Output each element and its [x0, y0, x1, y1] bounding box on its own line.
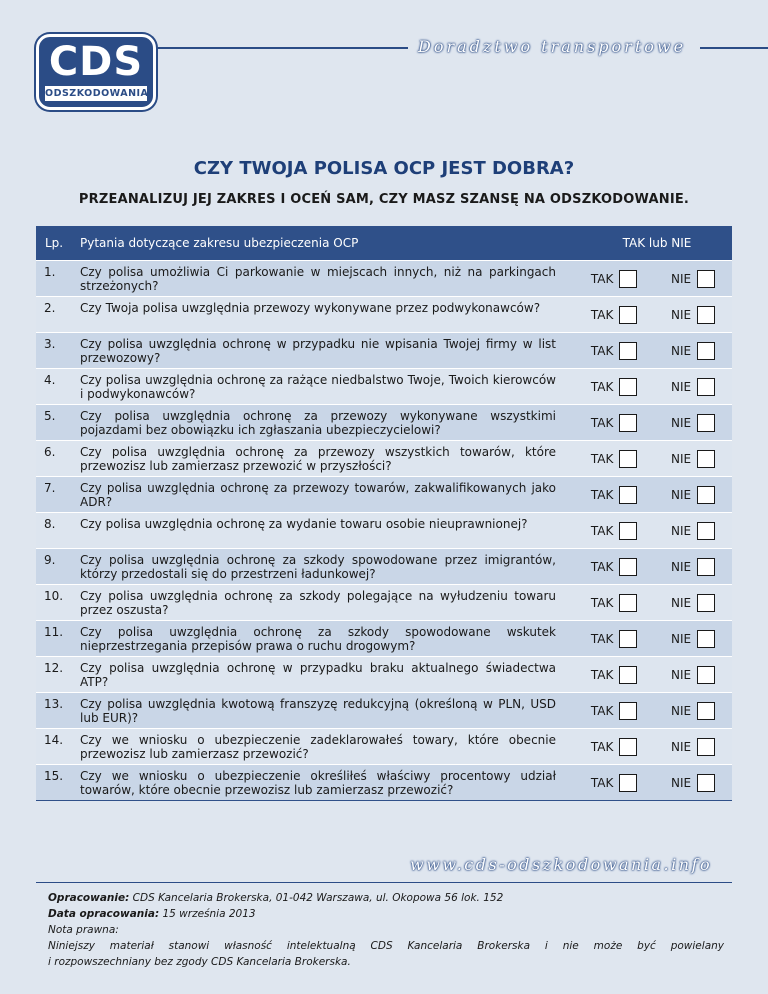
- table-row: [36, 656, 732, 692]
- row-answer: [566, 549, 732, 584]
- cds-logo: [36, 34, 156, 110]
- header-divider-left: [158, 47, 408, 49]
- yes-checkbox[interactable]: [619, 630, 637, 648]
- yes-label: TAK: [590, 631, 614, 646]
- row-answer: [566, 657, 732, 692]
- no-label: NIE: [671, 379, 692, 394]
- row-answer: [566, 441, 732, 476]
- yes-label: TAK: [590, 559, 614, 574]
- yes-label: TAK: [590, 775, 614, 790]
- no-checkbox[interactable]: [697, 378, 715, 396]
- row-question: Czy polisa uwzględnia ochronę za szkody spowodowane wskutek nieprzestrzegania przepisów prawa o ruchu drogowym?: [80, 625, 556, 653]
- yes-checkbox[interactable]: [619, 342, 637, 360]
- no-checkbox[interactable]: [697, 414, 715, 432]
- no-checkbox[interactable]: [697, 450, 715, 468]
- yes-label: TAK: [590, 415, 614, 430]
- yes-checkbox[interactable]: [619, 270, 637, 288]
- header-lp: Lp.: [44, 236, 64, 250]
- table-row: [36, 296, 732, 332]
- row-answer: [566, 369, 732, 404]
- no-option: [671, 270, 715, 288]
- yes-checkbox[interactable]: [619, 306, 637, 324]
- yes-option: [591, 486, 637, 504]
- no-option: [671, 594, 715, 612]
- row-question: Czy polisa uwzględnia ochronę za przewozy wykonywane wszystkimi pojazdami bez obowiązku ich zgłaszania ubezpieczycielowi?: [80, 409, 556, 437]
- row-number: 15.: [44, 769, 64, 783]
- no-checkbox[interactable]: [697, 666, 715, 684]
- yes-label: TAK: [590, 487, 614, 502]
- table-row: [36, 764, 732, 800]
- no-checkbox[interactable]: [697, 342, 715, 360]
- no-option: [671, 666, 715, 684]
- yes-option: [591, 342, 637, 360]
- yes-option: [591, 522, 637, 540]
- row-question: Czy polisa uwzględnia kwotową franszyzę redukcyjną (określoną w PLN, USD lub EUR)?: [80, 697, 556, 725]
- row-question: Czy polisa uwzględnia ochronę za szkody spowodowane przez imigrantów, którzy przedostali się do przestrzeni ładunkowej?: [80, 553, 556, 581]
- no-option: [671, 774, 715, 792]
- row-question: Czy we wniosku o ubezpieczenie określiłeś właściwy procentowy udział towarów, które obecnie przewozisz lub zamierzasz przewozić?: [80, 769, 556, 797]
- yes-label: TAK: [590, 703, 614, 718]
- row-question: Czy polisa uwzględnia ochronę za szkody polegające na wyłudzeniu towaru przez oszusta?: [80, 589, 556, 617]
- yes-option: [591, 306, 637, 324]
- yes-option: [591, 414, 637, 432]
- table-header: [36, 226, 732, 260]
- row-number: 13.: [44, 697, 64, 711]
- no-option: [671, 450, 715, 468]
- row-question: Czy polisa uwzględnia ochronę w przypadku braku aktualnego świadectwa ATP?: [80, 661, 556, 689]
- yes-checkbox[interactable]: [619, 486, 637, 504]
- no-label: NIE: [671, 451, 692, 466]
- footer-legal-line1: Niniejszy materiał stanowi własność intelektualną CDS Kancelaria Brokerska i nie może być powielany: [48, 940, 724, 952]
- row-number: 2.: [44, 301, 56, 315]
- footer-date: [48, 906, 724, 922]
- row-question: Czy polisa uwzględnia ochronę za przewozy wszystkich towarów, które przewozisz lub zamierzasz przewozić w przyszłości?: [80, 445, 556, 473]
- table-row: [36, 548, 732, 584]
- yes-option: [591, 702, 637, 720]
- row-answer: [566, 585, 732, 620]
- logo-subtitle: ODSZKODOWANIA: [45, 88, 149, 99]
- no-label: NIE: [671, 307, 692, 322]
- no-option: [671, 306, 715, 324]
- row-answer: [566, 621, 732, 656]
- no-option: [671, 414, 715, 432]
- no-checkbox[interactable]: [697, 306, 715, 324]
- no-checkbox[interactable]: [697, 486, 715, 504]
- no-option: [671, 486, 715, 504]
- yes-label: TAK: [590, 595, 614, 610]
- no-label: NIE: [671, 343, 692, 358]
- no-label: NIE: [671, 667, 692, 682]
- yes-label: TAK: [590, 307, 614, 322]
- row-answer: [566, 765, 732, 800]
- row-number: 8.: [44, 517, 56, 531]
- no-label: NIE: [671, 559, 692, 574]
- no-label: NIE: [671, 631, 692, 646]
- row-number: 9.: [44, 553, 56, 567]
- no-option: [671, 558, 715, 576]
- footer-legal-line2: i rozpowszechniany bez zgody CDS Kancelaria Brokerska.: [48, 956, 351, 968]
- row-answer: [566, 297, 732, 332]
- yes-option: [591, 666, 637, 684]
- footer-date-label: Data opracowania:: [48, 908, 160, 920]
- row-answer: [566, 729, 732, 764]
- table-row: [36, 692, 732, 728]
- table-row: [36, 404, 732, 440]
- no-label: NIE: [671, 523, 692, 538]
- no-label: NIE: [671, 595, 692, 610]
- table-bottom-border: [36, 800, 732, 801]
- yes-option: [591, 738, 637, 756]
- row-question: Czy polisa uwzględnia ochronę za przewozy towarów, zakwalifikowanych jako ADR?: [80, 481, 556, 509]
- questions-table: [36, 226, 732, 801]
- row-question: Czy Twoja polisa uwzględnia przewozy wykonywane przez podwykonawców?: [80, 301, 541, 315]
- row-number: 5.: [44, 409, 56, 423]
- row-answer: [566, 477, 732, 512]
- tagline: Doradztwo transportowe: [418, 37, 687, 56]
- page-subtitle: PRZEANALIZUJ JEJ ZAKRES I OCEŃ SAM, CZY MASZ SZANSĘ NA ODSZKODOWANIE.: [78, 192, 690, 207]
- row-number: 14.: [44, 733, 64, 747]
- no-label: NIE: [671, 739, 692, 754]
- no-option: [671, 738, 715, 756]
- yes-option: [591, 558, 637, 576]
- table-row: [36, 476, 732, 512]
- yes-label: TAK: [590, 343, 614, 358]
- no-checkbox[interactable]: [697, 558, 715, 576]
- row-number: 1.: [44, 265, 56, 279]
- yes-option: [591, 630, 637, 648]
- row-question: Czy polisa uwzględnia ochronę w przypadku nie wpisania Twojej firmy w list przewozowy?: [80, 337, 556, 365]
- yes-label: TAK: [590, 379, 614, 394]
- yes-label: TAK: [590, 271, 614, 286]
- row-answer: [566, 693, 732, 728]
- row-number: 12.: [44, 661, 64, 675]
- no-checkbox[interactable]: [697, 630, 715, 648]
- no-label: NIE: [671, 703, 692, 718]
- logo-text: CDS: [48, 39, 144, 85]
- yes-label: TAK: [590, 451, 614, 466]
- page-title: CZY TWOJA POLISA OCP JEST DOBRA?: [193, 158, 575, 179]
- yes-option: [591, 270, 637, 288]
- yes-checkbox[interactable]: [619, 774, 637, 792]
- no-checkbox[interactable]: [697, 774, 715, 792]
- row-question: Czy polisa uwzględnia ochronę za wydanie towaru osobie nieuprawnionej?: [80, 517, 528, 531]
- yes-checkbox[interactable]: [619, 594, 637, 612]
- yes-checkbox[interactable]: [619, 738, 637, 756]
- footer: [48, 890, 724, 970]
- table-row: [36, 368, 732, 404]
- no-checkbox[interactable]: [697, 270, 715, 288]
- no-label: NIE: [671, 775, 692, 790]
- no-option: [671, 342, 715, 360]
- no-option: [671, 378, 715, 396]
- table-row: [36, 728, 732, 764]
- no-option: [671, 522, 715, 540]
- row-question: Czy polisa umożliwia Ci parkowanie w miejscach innych, niż na parkingach strzeżonych?: [80, 265, 556, 293]
- yes-checkbox[interactable]: [619, 414, 637, 432]
- no-checkbox[interactable]: [697, 594, 715, 612]
- yes-checkbox[interactable]: [619, 450, 637, 468]
- yes-checkbox[interactable]: [619, 666, 637, 684]
- no-label: NIE: [671, 415, 692, 430]
- no-option: [671, 630, 715, 648]
- row-number: 7.: [44, 481, 56, 495]
- footer-legal-label: Nota prawna:: [48, 924, 119, 936]
- table-row: [36, 512, 732, 548]
- header-divider-right: [700, 47, 768, 49]
- yes-checkbox[interactable]: [619, 522, 637, 540]
- website-url: www.cds-odszkodowania.info: [410, 855, 713, 874]
- footer-prepared: [48, 890, 724, 906]
- yes-option: [591, 774, 637, 792]
- footer-divider: [36, 882, 732, 883]
- table-row: [36, 620, 732, 656]
- yes-checkbox[interactable]: [619, 558, 637, 576]
- no-checkbox[interactable]: [697, 702, 715, 720]
- table-row: [36, 260, 732, 296]
- yes-option: [591, 450, 637, 468]
- row-question: Czy we wniosku o ubezpieczenie zadeklarowałeś towary, które obecnie przewozisz lub zamierzasz przewozić?: [80, 733, 556, 761]
- table-row: [36, 440, 732, 476]
- footer-date-value: 15 września 2013: [162, 908, 256, 920]
- row-answer: [566, 405, 732, 440]
- yes-checkbox[interactable]: [619, 378, 637, 396]
- header-answer: TAK lub NIE: [622, 236, 692, 250]
- yes-label: TAK: [590, 667, 614, 682]
- row-answer: [566, 333, 732, 368]
- footer-prepared-label: Opracowanie:: [48, 892, 130, 904]
- header-question: Pytania dotyczące zakresu ubezpieczenia OCP: [80, 236, 359, 250]
- no-checkbox[interactable]: [697, 522, 715, 540]
- row-number: 4.: [44, 373, 56, 387]
- no-label: NIE: [671, 271, 692, 286]
- table-row: [36, 584, 732, 620]
- yes-label: TAK: [590, 523, 614, 538]
- table-body: [36, 260, 732, 800]
- yes-label: TAK: [590, 739, 614, 754]
- row-number: 11.: [44, 625, 64, 639]
- yes-checkbox[interactable]: [619, 702, 637, 720]
- footer-prepared-value: CDS Kancelaria Brokerska, 01-042 Warszawa, ul. Okopowa 56 lok. 152: [132, 892, 504, 904]
- no-label: NIE: [671, 487, 692, 502]
- table-row: [36, 332, 732, 368]
- row-number: 10.: [44, 589, 64, 603]
- no-option: [671, 702, 715, 720]
- row-answer: [566, 261, 732, 296]
- no-checkbox[interactable]: [697, 738, 715, 756]
- row-number: 3.: [44, 337, 56, 351]
- row-question: Czy polisa uwzględnia ochronę za rażące niedbalstwo Twoje, Twoich kierowców i podwykonawców?: [80, 373, 556, 401]
- yes-option: [591, 378, 637, 396]
- yes-option: [591, 594, 637, 612]
- row-answer: [566, 513, 732, 548]
- row-number: 6.: [44, 445, 56, 459]
